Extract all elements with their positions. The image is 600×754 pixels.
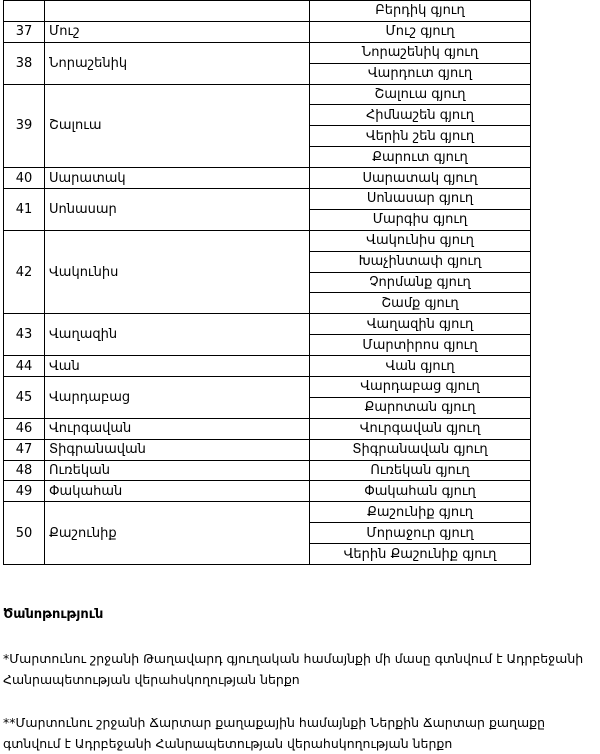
table-row: [4, 356, 531, 377]
village-name: Մարգիս գյուղ: [310, 209, 531, 230]
table-row: [4, 460, 531, 481]
table-row: [4, 1, 531, 22]
village-name: Քարոտան գյուղ: [310, 397, 531, 418]
table-row: [4, 314, 531, 335]
table-row: [4, 230, 531, 251]
community-name: Վարդաբաց: [45, 377, 310, 419]
community-number: [4, 1, 45, 22]
village-name: Մուշ գյուղ: [310, 21, 531, 42]
community-name: Սարատակ: [45, 168, 310, 189]
table-row: [4, 377, 531, 398]
table-body: [4, 1, 531, 565]
community-number: 42: [4, 230, 45, 314]
community-number: 38: [4, 42, 45, 84]
community-name: Ուռեկան: [45, 460, 310, 481]
table-row: [4, 439, 531, 460]
village-name: Սոնասար գյուղ: [310, 189, 531, 210]
village-name: Բերդիկ գյուղ: [310, 1, 531, 22]
community-name: [45, 1, 310, 22]
village-name: Վաղազին գյուղ: [310, 314, 531, 335]
community-name: Սոնասար: [45, 189, 310, 231]
community-number: 37: [4, 21, 45, 42]
community-name: Վակունիս: [45, 230, 310, 314]
note-2: **Մարտունու շրջանի Ճարտար քաղաքային համայնքի Ներքին Ճարտար քաղաքը գտնվում է Ադրբեջանի Հանրապետության վերահսկողության ներքո: [3, 715, 546, 751]
village-name: Փակահան գյուղ: [310, 481, 531, 502]
village-name: Վերին Քաշունիք գյուղ: [310, 544, 531, 565]
table-row: [4, 418, 531, 439]
village-name: Չորմանք գյուղ: [310, 272, 531, 293]
community-name: Փակահան: [45, 481, 310, 502]
village-name: Մորաջուր գյուղ: [310, 523, 531, 544]
village-name: Վերին շեն գյուղ: [310, 126, 531, 147]
village-name: Մարտիրոս գյուղ: [310, 335, 531, 356]
community-number: 39: [4, 84, 45, 168]
table-row: [4, 168, 531, 189]
village-name: Սարատակ գյուղ: [310, 168, 531, 189]
community-name: Քաշունիք: [45, 502, 310, 565]
notes-title: Ծանոթություն: [3, 607, 104, 622]
table-row: [4, 481, 531, 502]
village-name: Հիմնաշեն գյուղ: [310, 105, 531, 126]
village-name: Շամք գյուղ: [310, 293, 531, 314]
community-name: Վաղազին: [45, 314, 310, 356]
village-name: Վարդուտ գյուղ: [310, 63, 531, 84]
table-row: [4, 42, 531, 63]
community-number: 48: [4, 460, 45, 481]
community-number: 49: [4, 481, 45, 502]
community-number: 40: [4, 168, 45, 189]
village-name: Նորաշենիկ գյուղ: [310, 42, 531, 63]
village-name: Վան գյուղ: [310, 356, 531, 377]
community-name: Վուրգավան: [45, 418, 310, 439]
village-name: Վարդաբաց գյուղ: [310, 377, 531, 398]
table-row: [4, 84, 531, 105]
village-name: Վակունիս գյուղ: [310, 230, 531, 251]
village-name: Ուռեկան գյուղ: [310, 460, 531, 481]
communities-table: [3, 0, 531, 565]
community-name: Շալուա: [45, 84, 310, 168]
community-number: 44: [4, 356, 45, 377]
village-name: Տիգրանավան գյուղ: [310, 439, 531, 460]
village-name: Քաշունիք գյուղ: [310, 502, 531, 523]
village-name: Խաչինտափ գյուղ: [310, 251, 531, 272]
community-name: Վան: [45, 356, 310, 377]
community-number: 41: [4, 189, 45, 231]
village-name: Քարուտ գյուղ: [310, 147, 531, 168]
community-name: Մուշ: [45, 21, 310, 42]
community-number: 46: [4, 418, 45, 439]
community-number: 50: [4, 502, 45, 565]
table-row: [4, 21, 531, 42]
community-number: 47: [4, 439, 45, 460]
village-name: Վուրգավան գյուղ: [310, 418, 531, 439]
community-number: 43: [4, 314, 45, 356]
community-name: Տիգրանավան: [45, 439, 310, 460]
community-number: 45: [4, 377, 45, 419]
table-row: [4, 502, 531, 523]
table-row: [4, 189, 531, 210]
note-1: *Մարտունու շրջանի Թաղավարդ գյուղական համայնքի մի մասը գտնվում է Ադրբեջանի Հանրապետության վերահսկողության ներքո: [3, 651, 584, 687]
village-name: Շալուա գյուղ: [310, 84, 531, 105]
community-name: Նորաշենիկ: [45, 42, 310, 84]
